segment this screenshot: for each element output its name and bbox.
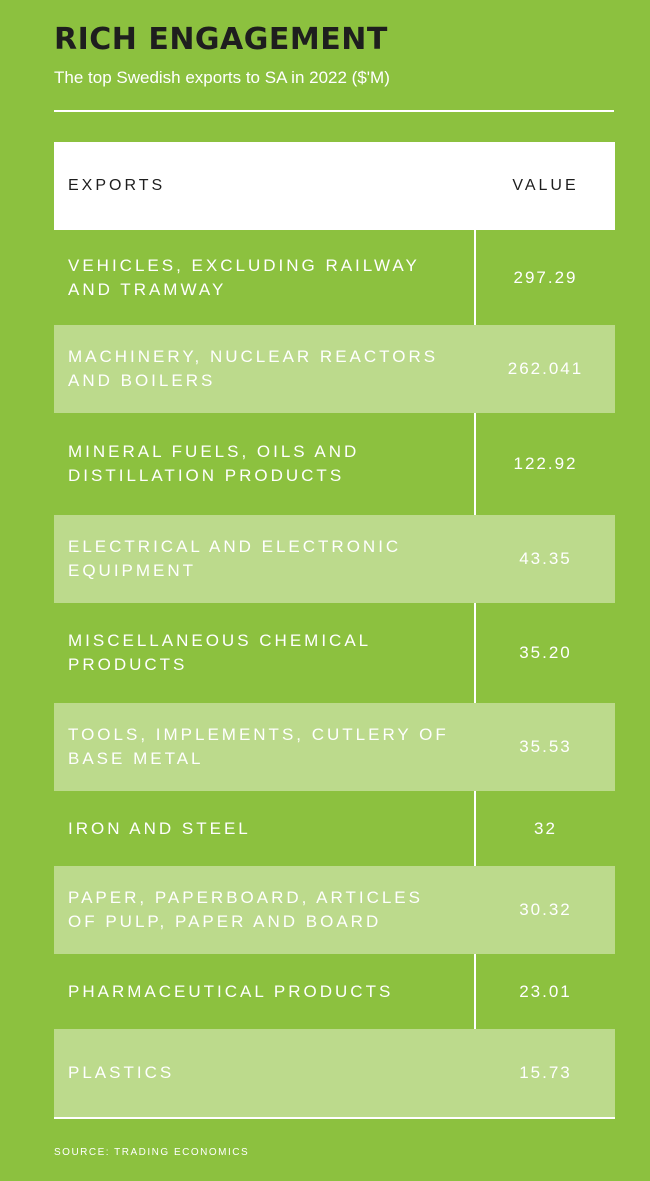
export-value: 35.53 (519, 737, 572, 756)
export-label: ELECTRICAL AND ELECTRONIC EQUIPMENT (68, 537, 402, 580)
chart-title: RICH ENGAGEMENT (54, 22, 388, 57)
table-row (54, 954, 615, 1029)
export-label: PAPER, PAPERBOARD, ARTICLES OF PULP, PAPER AND BOARD (68, 888, 423, 931)
export-label: MINERAL FUELS, OILS AND DISTILLATION PRODUCTS (68, 442, 360, 485)
title-divider (54, 110, 614, 112)
table-body (54, 230, 615, 1117)
table-row (54, 791, 615, 866)
export-value: 43.35 (519, 549, 572, 568)
export-label: PHARMACEUTICAL PRODUCTS (68, 981, 394, 1001)
table-bottom-rule (54, 1117, 615, 1119)
source-note: SOURCE: TRADING ECONOMICS (54, 1147, 250, 1158)
table-row (54, 325, 615, 413)
table-row (54, 1029, 615, 1117)
export-label: VEHICLES, EXCLUDING RAILWAY AND TRAMWAY (68, 255, 420, 299)
export-label: IRON AND STEEL (68, 818, 251, 838)
export-value: 30.32 (519, 900, 572, 919)
table-row (54, 866, 615, 954)
export-label: MISCELLANEOUS CHEMICAL PRODUCTS (68, 631, 371, 674)
column-header-value: VALUE (512, 177, 579, 194)
export-label: TOOLS, IMPLEMENTS, CUTLERY OF BASE METAL (68, 725, 449, 768)
table-row (54, 603, 615, 703)
export-value: 23.01 (519, 981, 572, 1001)
column-header-exports: EXPORTS (68, 177, 166, 194)
export-value: 15.73 (519, 1063, 572, 1082)
table-row (54, 230, 615, 325)
export-value: 35.20 (519, 643, 572, 662)
export-value: 32 (534, 818, 557, 838)
table-row (54, 515, 615, 603)
chart-subtitle: The top Swedish exports to SA in 2022 ($'M) (54, 68, 390, 87)
export-label: PLASTICS (68, 1063, 175, 1082)
table-row (54, 703, 615, 791)
export-value: 262.041 (507, 359, 584, 378)
table-header (54, 142, 615, 230)
export-value: 122.92 (513, 454, 578, 473)
export-value: 297.29 (513, 267, 578, 287)
export-label: MACHINERY, NUCLEAR REACTORS AND BOILERS (68, 347, 439, 390)
exports-table (54, 142, 615, 1117)
table-row (54, 413, 615, 515)
